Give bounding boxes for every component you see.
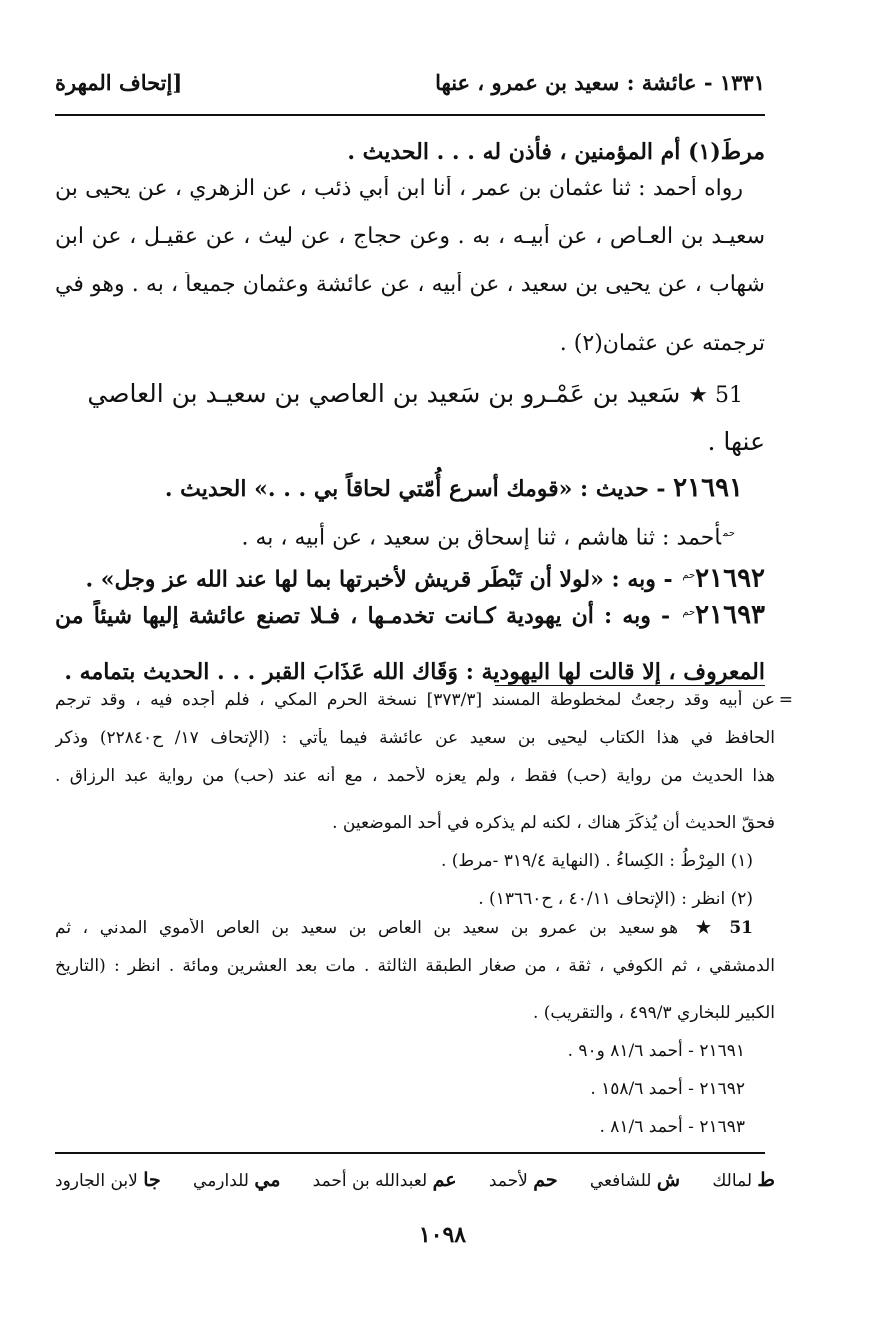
abbr-item: جا لابن الجارود [55,1169,161,1191]
main-line-3: سعيـد بن العـاص ، عن أبيـه ، به . وعن حجاج ، عن ليث ، عن عقيـل ، عن ابن [55,224,765,249]
ref-21691: ٢١٦٩١ - أحمد ٨١/٦ و٩٠ . [567,1041,745,1061]
header-book-title: [إتحاف المهرة [55,69,183,95]
hadith-21691-isnad [55,512,765,552]
note-line: فحقّ الحديث أن يُذكَرَ هناك ، لكنه لم يذكره في أحد الموضعين . [332,813,775,833]
abbr-item: عم لعبدالله بن أحمد [312,1169,457,1191]
ref-21692: ٢١٦٩٢ - أحمد ١٥٨/٦ . [590,1079,745,1099]
header-chapter-title: ١٣٣١ - عائشة : سعيد بن عمرو ، عنها [435,69,765,95]
main-line-5: ترجمته عن عثمان(٢) . [559,331,765,356]
hadith-number: ٢١٦٩١ [673,473,743,503]
footnotes [55,690,793,1146]
hadith-21693 [55,600,765,648]
abbreviations-rule [55,1152,765,1154]
source-mark: حم [723,528,735,539]
abbr-item: ط لمالك [712,1169,775,1191]
narrator-note-line-2: الدمشقي ، ثم الكوفي ، ثقة ، من صغار الطبقة الثالثة . مات بعد العشرين ومائة . انظر : (التاريخ [55,956,775,976]
narrator-note-text: هو سعيد بن عمرو بن سعيد بن العاص بن سعيد بن العاص الأموي المدني ، ثم [55,918,679,938]
hadith-21691 [55,464,765,512]
hadith-text: - وبه : «لولا أن تَبْطَر قريش لأخبرتها بما لها عند الله عز وجل» . [85,566,673,593]
running-header [55,62,765,102]
narrator-star-number: 51 ★ [688,383,743,408]
narrator-name: سَعيد بن عَمْـرو بن سَعيد بن العاصي بن سعيـد بن العاصي [87,379,681,408]
note-line: عن أبيه وقد رجعتُ لمخطوطة المسند [٣٧٣/٣] نسخة الحرم المكي ، فلم أجده فيه ، وقد ترجم [55,690,775,710]
hadith-text: - وبه : أن يهودية كـانت تخدمـها ، فـلا تصنع عائشة إليها شيئاً من [55,603,671,629]
narrator-heading [55,368,765,420]
hadith-21692 [55,552,765,600]
footnote-1: (١) المِرْطُ : الكِساءُ . (النهاية ٣١٩/٤ -مرط) . [440,851,753,871]
abbreviations-key [55,1160,775,1200]
note-line: هذا الحديث من رواية (حب) فقط ، ولم يعزه لأحمد ، مع أنه عند (حب) من رواية عبد الرزاق . [55,766,775,786]
main-line-1: مرطَ(١) أم المؤمنين ، فأذن له . . . الحديث . [347,139,765,165]
abbr-item: مي للدارمي [193,1169,281,1191]
footnote-2: (٢) انظر : (الإتحاف ٤٠/١١ ، ح١٣٦٦٠) . [478,889,753,909]
hadith-text: - حديث : «قومك أسرع أُمّتي لحاقاً بي . . .» الحديث . [164,476,666,502]
hadith-21693-cont: المعروف ، إلا قالت لها اليهودية : وَقَاك الله عَذَابَ القبر . . . الحديث بتمامه . [64,659,765,685]
ref-21693: ٢١٦٩٣ - أحمد ٨١/٦ . [599,1117,745,1137]
note-line: الحافظ في هذا الكتاب ليحيى بن سعيد عن عائشة فيما يأتي : (الإتحاف ١٧/ ح٢٢٨٤٠) وذكر [55,728,775,748]
narrator-note-line-3: الكبير للبخاري ٤٩٩/٣ ، والتقريب) . [532,1003,775,1023]
page-number: ١٠٩٨ [418,1222,467,1248]
abbr-item: حم لأحمد [488,1169,558,1191]
footnote-rule [495,685,765,686]
source-mark: حم [682,606,696,618]
isnad-text: أحمد : ثنا هاشم ، ثنا إسحاق بن سعيد ، عن أبيه ، به . [241,525,722,551]
hadith-number: ٢١٦٩٣ [695,600,765,630]
main-line-4: شهاب ، عن يحيى بن سعيد ، عن أبيه ، عن عائشة وعثمان جميعاً ، به . وهو في [55,272,765,297]
main-text [55,128,765,696]
header-rule [55,114,765,116]
narrator-heading-cont: عنها . [707,427,765,456]
abbr-item: ش للشافعي [589,1169,681,1191]
main-line-2: رواه أحمد : ثنا عثمان بن عمر ، أنا ابن أبي ذئب ، عن الزهري ، عن يحيى بن [55,176,743,201]
hadith-number: ٢١٦٩٢ [695,563,765,594]
narrator-note-star: 51 ★ [689,918,753,938]
continued-note [55,690,793,842]
narrator-note-line-1 [55,918,775,956]
source-mark: حم [682,570,696,581]
continuation-mark: = [778,690,793,710]
